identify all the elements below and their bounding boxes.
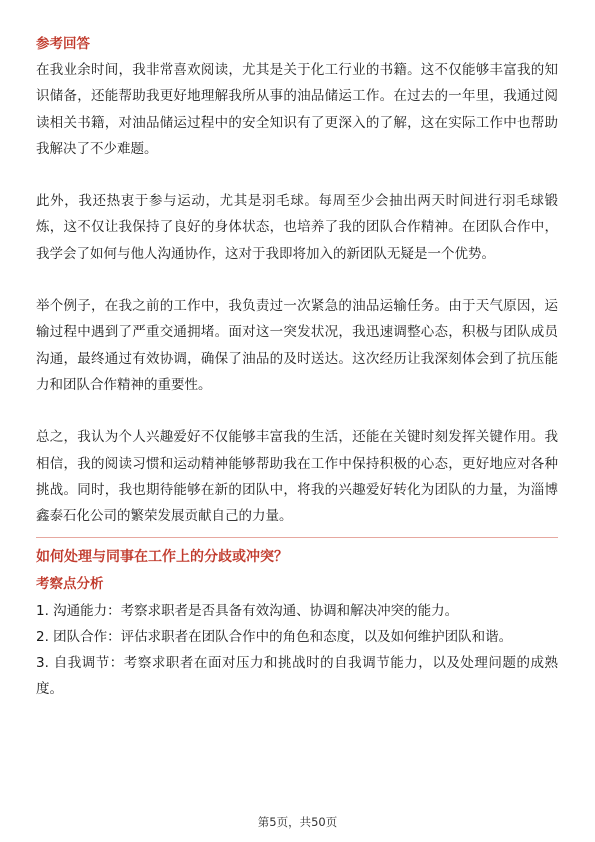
document-page — [36, 34, 558, 702]
analysis-label: 考察点分析 — [36, 576, 104, 593]
analysis-point-list — [36, 598, 558, 702]
analysis-point-3: 3. 自我调节：考察求职者在面对压力和挑战时的自我调节能力，以及处理问题的成熟度。 — [36, 655, 558, 698]
answer-label: 参考回答 — [36, 36, 90, 52]
paragraph-spacer — [36, 267, 558, 293]
answer-paragraph-2: 此外，我还热衷于参与运动，尤其是羽毛球。每周至少会抽出两天时间进行羽毛球锻炼，这不仅让我保持了良好的身体状态，也培养了我的团队合作精神。在团队合作中，我学会了如何与他人沟通协作，这对于我即将加入的新团队无疑是一个优势。 — [36, 193, 558, 262]
question-title: 如何处理与同事在工作上的分歧或冲突？ — [36, 549, 288, 566]
section-divider — [36, 537, 558, 538]
answer-paragraph-1: 在我业余时间，我非常喜欢阅读，尤其是关于化工行业的书籍。这不仅能够丰富我的知识储备，还能帮助我更好地理解我所从事的油品储运工作。在过去的一年里，我通过阅读相关书籍，对油品储运过程中的安全知识有了更深入的了解，这在实际工作中也帮助我解决了不少难题。 — [36, 62, 558, 157]
paragraph-spacer — [36, 162, 558, 188]
analysis-point-2: 2. 团队合作：评估求职者在团队合作中的角色和态度，以及如何维护团队和谐。 — [36, 629, 513, 646]
answer-paragraph-4: 总之，我认为个人兴趣爱好不仅能够丰富我的生活，还能在关键时刻发挥关键作用。我相信，我的阅读习惯和运动精神能够帮助我在工作中保持积极的心态，更好地应对各种挑战。同时，我也期待能够在新的团队中，将我的兴趣爱好转化为团队的力量，为淄博鑫泰石化公司的繁荣发展贡献自己的力量。 — [36, 429, 558, 525]
paragraph-spacer — [36, 398, 558, 424]
page-number: 第5页，共50页 — [257, 815, 338, 829]
answer-paragraph-3: 举个例子，在我之前的工作中，我负责过一次紧急的油品运输任务。由于天气原因，运输过程中遇到了严重交通拥堵。面对这一突发状况，我迅速调整心态，积极与团队成员沟通，最终通过有效协调，确保了油品的及时送达。这次经历让我深刻体会到了抗压能力和团队合作精神的重要性。 — [36, 298, 558, 393]
analysis-point-1: 1. 沟通能力：考察求职者是否具备有效沟通、协调和解决冲突的能力。 — [36, 603, 459, 620]
